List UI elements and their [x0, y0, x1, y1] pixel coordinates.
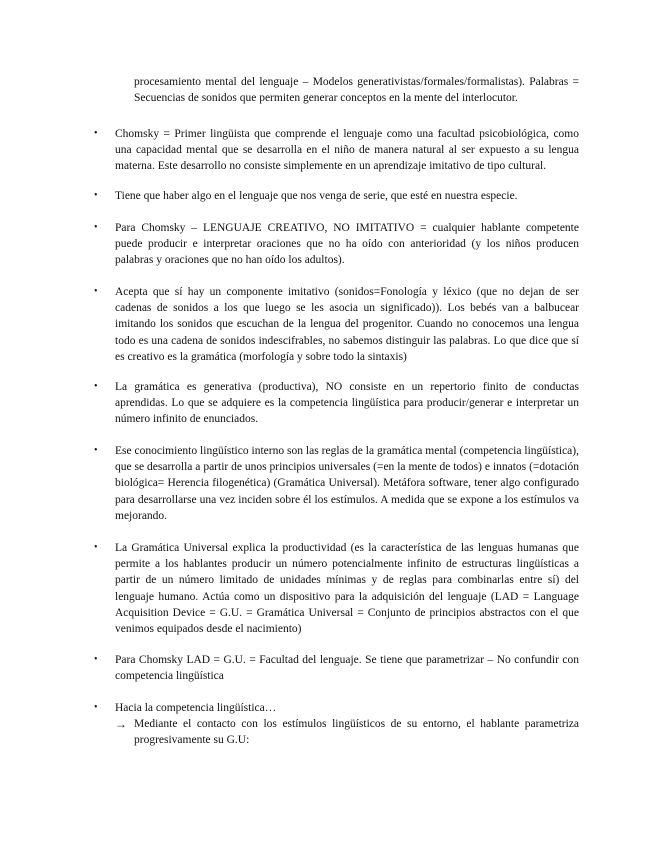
bullet-4-text: Acepta que sí hay un componente imitativo (sonidos=Fonología y léxico (que no dejan de ser cadenas de sonidos a los que luego se les asocia un significado)). Los bebés van a balbucear imitando los sonidos que escuchan de la lengua del progenitor. Cuando no conocemos una lengua todo es una cadena de sonidos indescifrables, no sabemos distinguir las palabras. Lo que dice que sí es creativo es la gramática (morfología y sobre todo la sintaxis): [115, 286, 579, 363]
bullet-6-text: Ese conocimiento lingüístico interno son las reglas de la gramática mental (competencia lingüística), que se desarrolla a partir de unos principios universales (=en la mente de todos) e innatos (=dotación biológica= Herencia filogenética) (Gramática Universal). Metáfora software, tener algo configurado para desarrollarse una vez inciden sobre él los estímulos. A medida que se expone a los estímulos va mejorando.: [115, 445, 579, 522]
bullet-8-text: Para Chomsky LAD = G.U. = Facultad del lenguaje. Se tiene que parametrizar – No confundir con competencia lingüística: [115, 654, 579, 683]
bullet-9-text: Hacia la competencia lingüística…: [115, 702, 277, 714]
continuation-paragraph: procesamiento mental del lenguaje – Modelos generativistas/formales/formalistas). Palabras = Secuencias de sonidos que permiten generar conceptos en la mente del interlocutor.: [134, 76, 579, 105]
sub-item-text: Mediante el contacto con los estímulos lingüísticos de su entorno, el hablante parametriza progresivamente su G.U:: [134, 718, 579, 747]
bullet-1-text: Chomsky = Primer lingüista que comprende el lenguaje como una facultad psicobiológica, como una capacidad mental que se desarrolla en el niño de manera natural al ser expuesto a su lengua materna. Este desarrollo no consiste simplemente en un aprendizaje imitativo de tipo cultural.: [115, 128, 579, 173]
bullet-7-marker: •: [94, 542, 98, 553]
bullet-2-marker: •: [94, 190, 98, 201]
bullet-3-marker: •: [94, 222, 98, 233]
bullet-9-marker: •: [94, 702, 98, 713]
arrow-marker: →: [115, 717, 127, 731]
bullet-7-text: La Gramática Universal explica la productividad (es la característica de las lenguas humanas que permite a los hablantes producir un número potencialmente infinito de estructuras lingüísticas a partir de un número limitado de unidades mínimas y de reglas para combinarlas entre sí) del lenguaje humano. Actúa como un dispositivo para la adquisición del lenguaje (LAD = Language Acquisition Device = G.U. = Gramática Universal = Conjunto de principios abstractos con el que venimos equipados desde el nacimiento): [115, 542, 579, 636]
bullet-8-marker: •: [94, 654, 98, 665]
bullet-4-marker: •: [94, 286, 98, 297]
bullet-5-text: La gramática es generativa (productiva), NO consiste en un repertorio finito de conductas aprendidas. Lo que se adquiere es la competencia lingüística para producir/generar e interpretar un número infinito de enunciados.: [115, 381, 579, 426]
bullet-6-marker: •: [94, 445, 98, 456]
bullet-5-marker: •: [94, 381, 98, 392]
bullet-3-text: Para Chomsky – LENGUAJE CREATIVO, NO IMITATIVO = cualquier hablante competente puede producir e interpretar oraciones que no ha oído con anterioridad (y los niños producen palabras y oraciones que no han oído los adultos).: [115, 222, 579, 267]
bullet-2-text: Tiene que haber algo en el lenguaje que nos venga de serie, que esté en nuestra especie.: [115, 190, 518, 202]
bullet-1-marker: •: [94, 128, 98, 139]
